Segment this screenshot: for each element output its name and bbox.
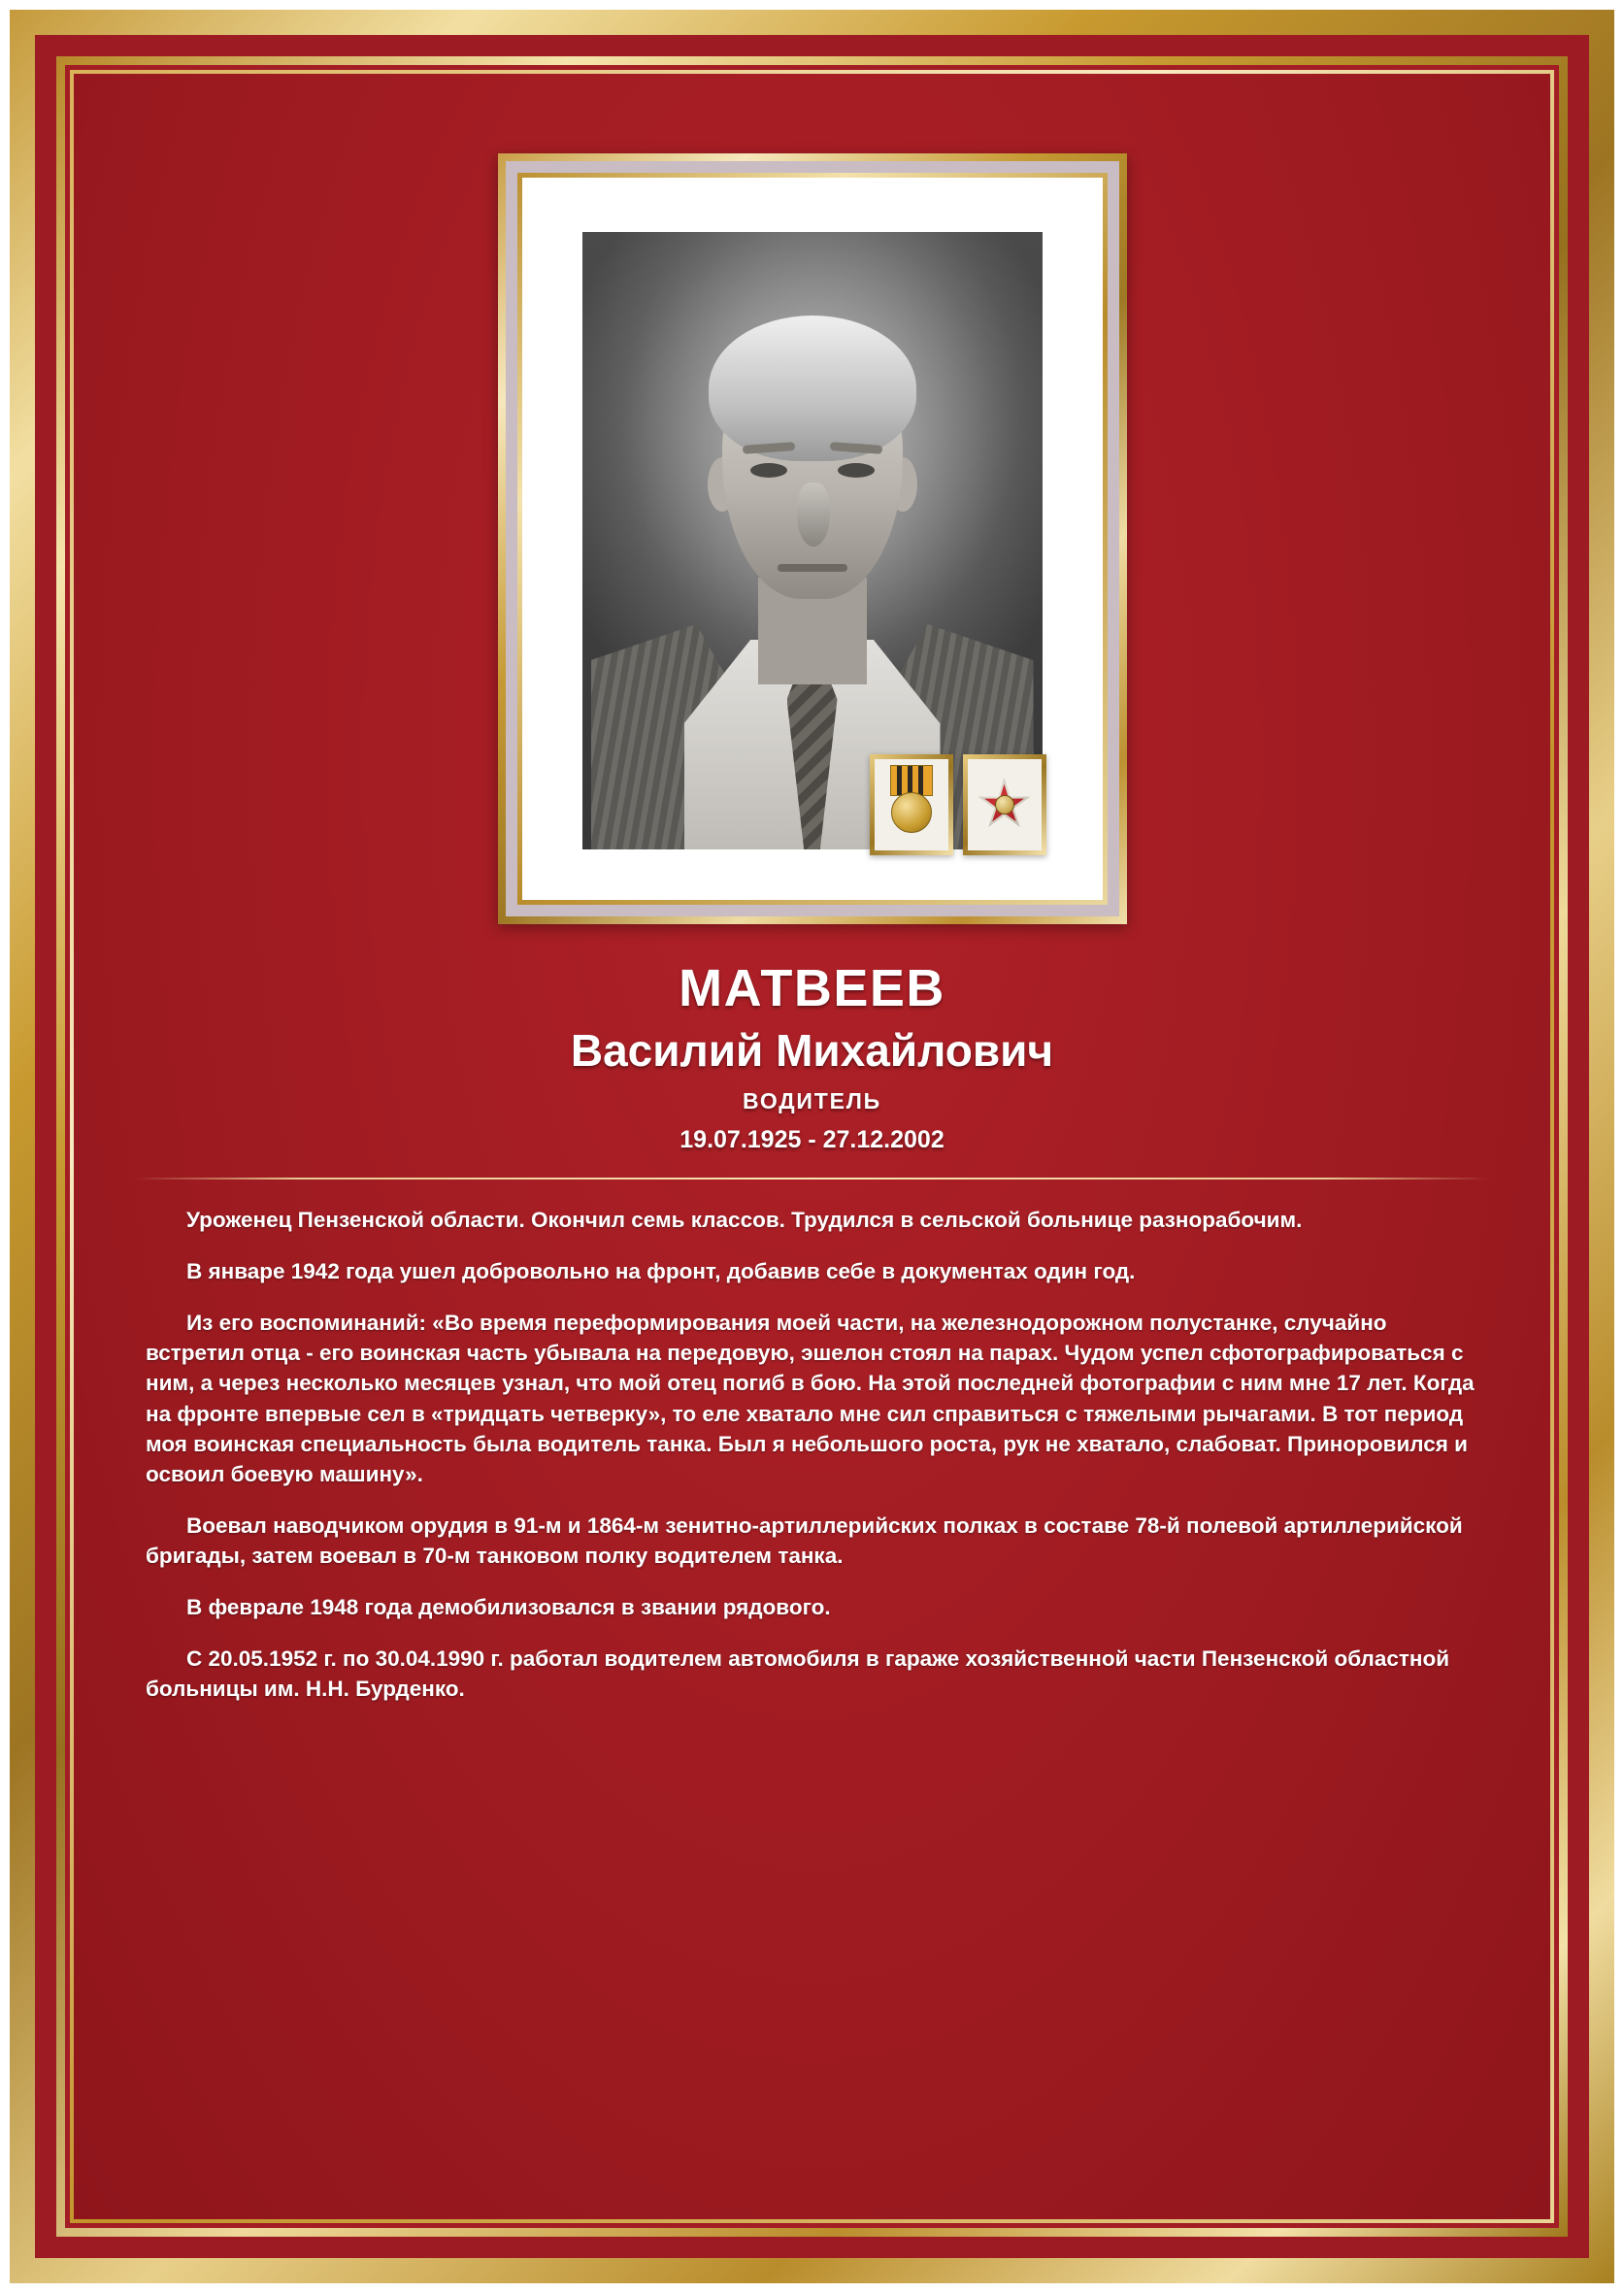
order-star-icon xyxy=(963,754,1046,855)
frame-gold-inner xyxy=(56,56,1568,2237)
star-center-icon xyxy=(995,795,1014,814)
biography-paragraph: Воевал наводчиком орудия в 91-м и 1864-м зенитно-артиллерийских полках в составе 78-й полевой артиллерийской бригады, затем воевал в 70-м танковом полку водителем танка. xyxy=(146,1512,1463,1568)
portrait-mat-gray xyxy=(506,161,1119,916)
frame-gold-outer xyxy=(10,10,1614,2283)
divider xyxy=(134,1178,1490,1180)
name-block xyxy=(128,961,1496,1154)
biography xyxy=(146,1205,1478,1704)
nose xyxy=(797,482,830,547)
medals-group xyxy=(870,754,1046,855)
biography-paragraph: В феврале 1948 года демобилизовался в звании рядового. xyxy=(186,1594,831,1619)
eye-right xyxy=(838,463,875,478)
portrait-frame xyxy=(498,153,1127,924)
frame-red-thin xyxy=(65,65,1559,2228)
portrait-mat-white xyxy=(522,178,1103,900)
biography-paragraph: Из его воспоминаний: «Во время переформирования моей части, на железнодорожном полустанке, случайно встретил отца - его воинская часть убывала на передовую, эшелон стоял на парах. Чудом успел сфотографироваться с ним, а через несколько месяцев узнал, что мой отец погиб в бою. На этой последней фотографии с ним мне 17 лет. Когда на фронте впервые сел в «тридцать четверку», то еле хватало мне сил справиться с тяжелыми рычагами. В тот период моя воинская специальность была водитель танка. Был я небольшого роста, рук не хватало, слабоват. Приноровился и освоил боевую машину». xyxy=(146,1311,1475,1486)
frame-gold-hairline xyxy=(70,70,1554,2223)
biography-paragraph: Уроженец Пензенской области. Окончил семь классов. Трудился в сельской больнице разнорабочим. xyxy=(186,1208,1303,1233)
eye-left xyxy=(750,463,787,478)
role-label: ВОДИТЕЛЬ xyxy=(743,1088,881,1114)
surname: МАТВЕЕВ xyxy=(679,959,945,1017)
frame-red-band xyxy=(35,35,1589,2258)
memorial-content xyxy=(74,74,1550,2219)
life-dates: 19.07.1925 - 27.12.2002 xyxy=(679,1126,945,1154)
given-name: Василий Михайлович xyxy=(570,1024,1054,1076)
medal-with-ribbon-icon xyxy=(870,754,953,855)
hair xyxy=(709,316,916,461)
mouth xyxy=(778,564,847,572)
medal-disc-icon xyxy=(891,792,932,833)
biography-paragraph: С 20.05.1952 г. по 30.04.1990 г. работал водителем автомобиля в гараже хозяйственной части Пензенской областной больницы им. Н.Н. Бурденко. xyxy=(146,1645,1450,1701)
biography-paragraph: В январе 1942 года ушел добровольно на фронт, добавив себе в документах один год. xyxy=(186,1259,1136,1284)
portrait-frame-inner-gold xyxy=(517,173,1108,905)
